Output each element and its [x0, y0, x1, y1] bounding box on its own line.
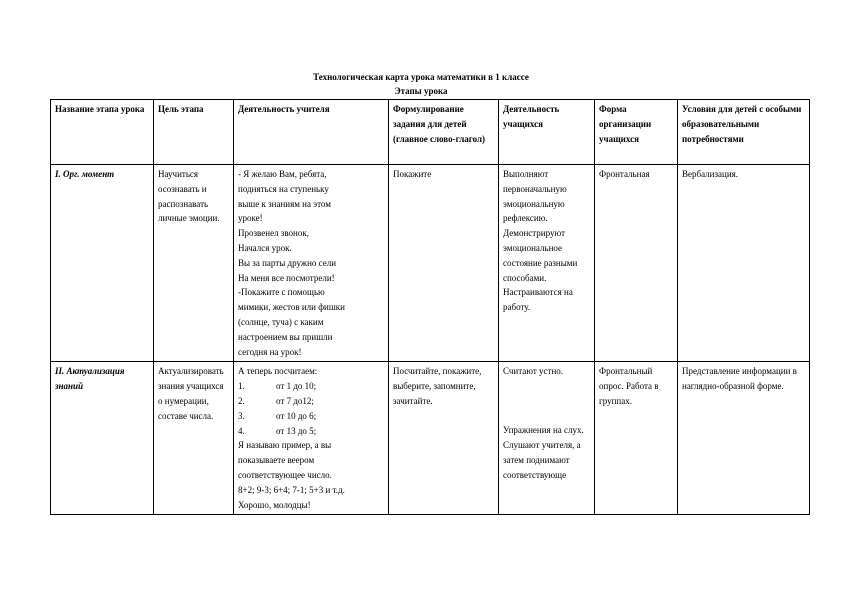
- stage-goal: Научиться осознавать и распознавать личные эмоции.: [154, 165, 234, 362]
- student-activity-bottom: Упражнения на слух. Слушают учителя, а затем поднимают соответствующе: [503, 425, 584, 480]
- header-stage-goal: Цель этапа: [154, 100, 234, 165]
- special-needs-conditions: Вербализация.: [678, 165, 810, 362]
- teacher-line: Хорошо, молодцы!: [238, 499, 311, 510]
- teacher-line: Прозвенел звонок,: [238, 228, 309, 239]
- count-item: [238, 394, 384, 409]
- teacher-line: соответствующее число.: [238, 469, 332, 480]
- teacher-line: - Я желаю Вам, ребята,: [238, 169, 327, 179]
- teacher-activity: [234, 362, 389, 515]
- stage-goal: Актуализировать знания учащихся о нумерации, составе числа.: [154, 362, 234, 515]
- count-item-number: 4.: [238, 425, 245, 436]
- count-item: [238, 409, 384, 424]
- count-item: [238, 424, 384, 439]
- table-subtitle: Этапы урока: [394, 86, 448, 96]
- task-wording: Посчитайте, покажите, выберите, запомните, зачитайте.: [389, 362, 499, 515]
- teacher-line: (солнце, туча) с каким: [238, 316, 324, 327]
- header-task-wording: Формулирование задания для детей (главное слово-глагол): [389, 100, 499, 165]
- teacher-line: Начался урок.: [238, 242, 292, 253]
- teacher-activity: [234, 165, 389, 362]
- table-row: [51, 165, 810, 362]
- teacher-line: А теперь посчитаем:: [238, 366, 318, 377]
- student-activity: Выполняют первоначальную эмоциональную рефлексию. Демонстрируют эмоциональное состояние разными способами. Настраиваются на работу.: [499, 165, 595, 362]
- teacher-line: подняться на ступеньку: [238, 183, 329, 194]
- teacher-line: сегодня на урок!: [238, 346, 302, 357]
- header-organization-form: Форма организации учащихся: [595, 100, 678, 165]
- teacher-line: показываете веером: [238, 455, 315, 466]
- teacher-line: выше к знаниям на этом: [238, 198, 331, 209]
- stage-name: I. Орг. момент: [51, 165, 154, 362]
- document-title: Технологическая карта урока математики в 1 классе: [313, 72, 529, 82]
- count-item-text: от 7 до12;: [276, 395, 314, 406]
- count-item: [238, 379, 384, 394]
- teacher-line: настроением вы пришли: [238, 331, 333, 342]
- count-item-text: от 10 до 6;: [276, 410, 317, 421]
- teacher-line: мимики, жестов или фишки: [238, 302, 345, 313]
- header-teacher-activity: Деятельность учителя: [234, 100, 389, 165]
- stage-name: II. Актуализация знаний: [51, 362, 154, 515]
- teacher-line: Вы за парты дружно сели: [238, 257, 337, 268]
- teacher-line: Я называю пример, а вы: [238, 440, 332, 451]
- count-item-number: 2.: [238, 395, 245, 406]
- organization-form: Фронтальный опрос. Работа в группах.: [595, 362, 678, 515]
- table-row: [51, 362, 810, 515]
- count-item-text: от 13 до 5;: [276, 425, 317, 436]
- lesson-plan-table: [50, 99, 810, 515]
- header-row: [51, 100, 810, 165]
- teacher-line: уроке!: [238, 213, 263, 224]
- spacer: [503, 379, 590, 423]
- teacher-line: 8+2; 9-3; 6+4; 7-1; 5+3 и т.д.: [238, 484, 345, 495]
- teacher-line: -Покажите с помощью: [238, 287, 325, 298]
- student-activity-top: Считают устно.: [503, 366, 564, 377]
- task-wording: Покажите: [389, 165, 499, 362]
- teacher-line: На меня все посмотрели!: [238, 272, 335, 283]
- count-item-text: от 1 до 10;: [276, 381, 317, 392]
- special-needs-conditions: Представление информации в наглядно-образной форме.: [678, 362, 810, 515]
- student-activity: [499, 362, 595, 515]
- header-special-needs: Условия для детей с особыми образовательными потребностями: [678, 100, 810, 165]
- count-item-number: 3.: [238, 410, 245, 421]
- header-student-activity: Деятельность учащихся: [499, 100, 595, 165]
- organization-form: Фронтальная: [595, 165, 678, 362]
- header-stage-name: Название этапа урока: [51, 100, 154, 165]
- count-item-number: 1.: [238, 381, 245, 392]
